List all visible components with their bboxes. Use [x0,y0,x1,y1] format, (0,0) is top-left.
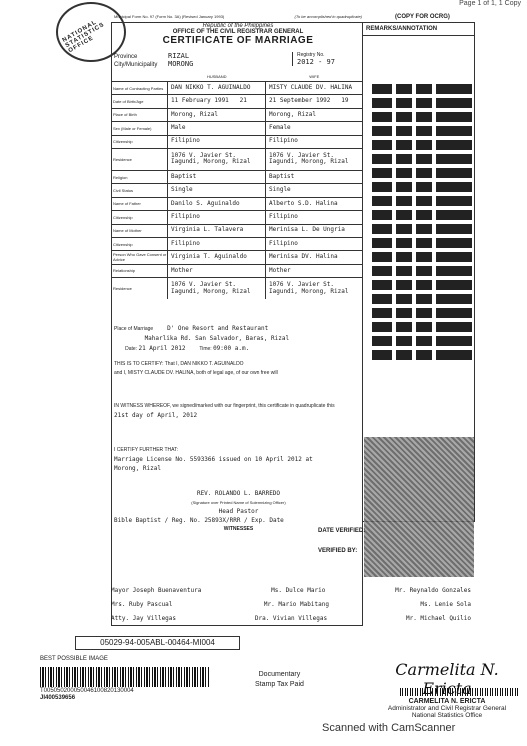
wife-value: Female [269,124,291,132]
row-label: Name of Mother [111,225,168,237]
husband-value: Single [168,184,266,196]
column-headers: HUSBAND WIFE [206,74,320,79]
marriage-time: 09:00 a.m. [213,345,250,352]
row-label: Person Who Gave Consent or Advice [113,252,167,263]
husband-value: Baptist [168,171,266,183]
city-value: MORONG [168,60,194,68]
registrar-name: CARMELITA N. ERICTA [408,698,486,705]
witness-signatories: Mayor Joseph Buenaventura Ms. Dulce Mario Mr. Reynaldo Gonzales Mrs. Ruby Pascual Mr. Mario Mabitang Ms. Lenie Sola Atty. Jay Villegas Dra. Vivian Villegas Mr. Michael Quilio [111,587,471,622]
row-label: Civil Status [111,184,168,196]
copy-for-label: (COPY FOR OCRG) [395,14,450,20]
row-label: Relationship [111,265,168,277]
row-label: Religion [111,171,168,183]
husband-value: Filipino [168,238,266,250]
husband-value: Virginia L. Talavera [168,225,266,237]
keep-note: (To be accomplished in quadruplicate) [294,14,362,19]
solemnizer-caption: (Signature over Printed Name of Solemnizing Officer) [191,500,286,505]
marriage-date: 21 April 2012 [138,345,186,352]
wife-value: Filipino [269,239,298,247]
reg-no-line: Reg. No. 25893X/RRR / Exp. Date [171,517,284,524]
barcode-serial: JI400539656 [40,695,76,701]
marriage-venue: D' One Resort and Restaurant [167,325,269,332]
wife-value: MISTY CLAUDE DV. HALINA [269,83,353,91]
wife-value: Mother [269,266,291,274]
page-indicator: Page 1 of 1, 1 Copy [459,0,521,7]
husband-value: Filipino [168,211,266,223]
wife-value: Baptist [269,172,295,180]
wife-value: 1076 V. Javier St. Iagundi, Morong, Rizal [269,151,349,166]
table-row [111,250,363,263]
license-line: Marriage License No. 5593366 issued on 10 April 2012 at [114,456,313,463]
province-value: RIZAL [168,52,190,60]
table-row [111,210,363,223]
husband-value: Danilo S. Aguinaldo [168,198,266,210]
husband-value: 1076 V. Javier St. Iagundi, Morong, Rizal [168,149,266,170]
row-label: Sex (Male or Female) [111,122,168,134]
wife-value: 1076 V. Javier St. Iagundi, Morong, Rizal [269,280,349,295]
row-label: Citizenship [111,238,168,250]
date-verified: DATE VERIFIED: [318,528,366,534]
table-row [111,121,363,134]
witness-date: 21st day of April, 2012 [114,412,198,419]
table-row [111,183,363,196]
row-label: Place of Birth [111,109,168,121]
best-possible-image: BEST POSSIBLE IMAGE [40,656,108,662]
church-name: Bible Baptist [114,517,161,524]
certificate-title: CERTIFICATE OF MARRIAGE [162,35,314,46]
wife-value: Merinisa DV. Halina [269,253,338,261]
wife-value: 21 September 1992 19 [269,97,349,105]
license-place: Morong, Rizal [114,465,161,472]
row-label: Citizenship [111,211,168,223]
row-label: Residence [111,278,168,299]
row-label: Name of Contracting Parties [111,82,168,94]
table-row [111,81,363,94]
wife-value: Merinisa L. De Ungria [269,226,345,234]
office-line: OFFICE OF THE CIVIL REGISTRAR GENERAL [172,29,304,35]
table-row [111,170,363,183]
solemnizer-title: Head Pastor [218,508,259,515]
shaded-area [364,437,474,577]
table-row [111,148,363,170]
table-row [111,94,363,107]
registrar-office: National Statistics Office [411,712,483,719]
husband-value: Filipino [168,136,266,148]
nso-seal: NATIONAL STATISTICS OFFICE [56,2,126,62]
row-label: Date of Birth/Age [111,95,168,107]
republic-line: Republic of the Philippines [202,23,274,29]
row-label: Residence [111,149,168,170]
table-row [111,277,363,299]
husband-value: Virginia T. Aguinaldo [168,251,266,263]
province-city-block: Province RIZAL City/Municipality MORONG [114,52,194,68]
wife-value: Morong, Rizal [269,110,316,118]
barcode [40,667,210,687]
camscanner-watermark: Scanned with CamScanner [322,722,456,734]
registry-number: Registry No. 2012 - 97 [292,52,362,66]
husband-value: DAN NIKKO T. AGUINALDO [168,82,266,94]
wife-value: Filipino [269,213,298,221]
form-number: Municipal Form No. 97 (Form No. 3A) (Revised January 1993) [114,14,225,19]
husband-value: Mother [168,265,266,277]
wife-value: Single [269,186,291,194]
registry-code: 05029-94-005ABL-00464-MI004 [75,636,240,650]
registrar-title: Administrator and Civil Registrar General [387,705,507,712]
doc-stamp: Documentary Stamp Tax Paid [255,671,304,688]
husband-value: 1076 V. Javier St. Iagundi, Morong, Rizal [168,278,266,299]
wife-value: Filipino [269,137,298,145]
table-row [111,224,363,237]
parties-table [111,74,363,299]
solemnizer-name: REV. ROLANDO L. BARREDO [196,490,281,497]
wife-value: Alberto S.D. Halina [269,199,338,207]
witnesses-title: WITNESSES [223,526,254,532]
table-row [111,135,363,148]
row-label: Citizenship [111,136,168,148]
registrar-signature: Carmelita N. Ericta [395,660,499,698]
witness-line: IN WITNESS WHEREOF, we signed/marked with our fingerprint, this certificate in quadruplicate this [114,403,335,409]
row-label: Name of Father [111,198,168,210]
certify-further: I CERTIFY FURTHER THAT: [114,447,178,453]
certify-line: THIS IS TO CERTIFY: That I, DAN NIKKO T. AGUINALDO [114,361,244,367]
table-row [111,108,363,121]
registrar-block [372,660,522,719]
redaction-bars [372,80,472,364]
marriage-details: Place of Marriage D' One Resort and Restaurant Maharlika Rd. San Salvador, Baras, Rizal Date: 21 April 2012 Time: 09:00 a.m. THIS IS TO CERTIFY: That I, DAN NIKKO T. AGUINALDO and I, MISTY CLAUDE DV. HALINA, both of legal age, of our own free will IN WITNESS WHEREOF, we signed/marked with our fingerprint, this certificate in quadruplicate this 21st day of April, 2012 I CERTIFY FURTHER THAT: Marriage License No. 5593366 issued on 10 April 2012 at Morong, Rizal REV. ROLANDO L. BARREDO (Signature over Printed Name of Solemnizing Officer) Head Pastor Bible Baptist / Reg. No. 25893X/RRR / Exp. Date WITNESSES [111,324,363,534]
barcode-number: T005050200050046100820130004 [40,688,134,694]
remarks-title: REMARKS/ANNOTATION [363,23,474,36]
husband-value: Morong, Rizal [168,109,266,121]
verified-by: VERIFIED BY: [318,548,358,554]
marriage-address: Maharlika Rd. San Salvador, Baras, Rizal [144,335,290,342]
certify-line-2: and I, MISTY CLAUDE DV. HALINA, both of legal age, of our own free will [114,370,278,376]
table-row [111,237,363,250]
table-row [111,197,363,210]
table-row [111,264,363,277]
husband-value: 11 February 1991 21 [168,95,266,107]
husband-value: Male [168,122,266,134]
